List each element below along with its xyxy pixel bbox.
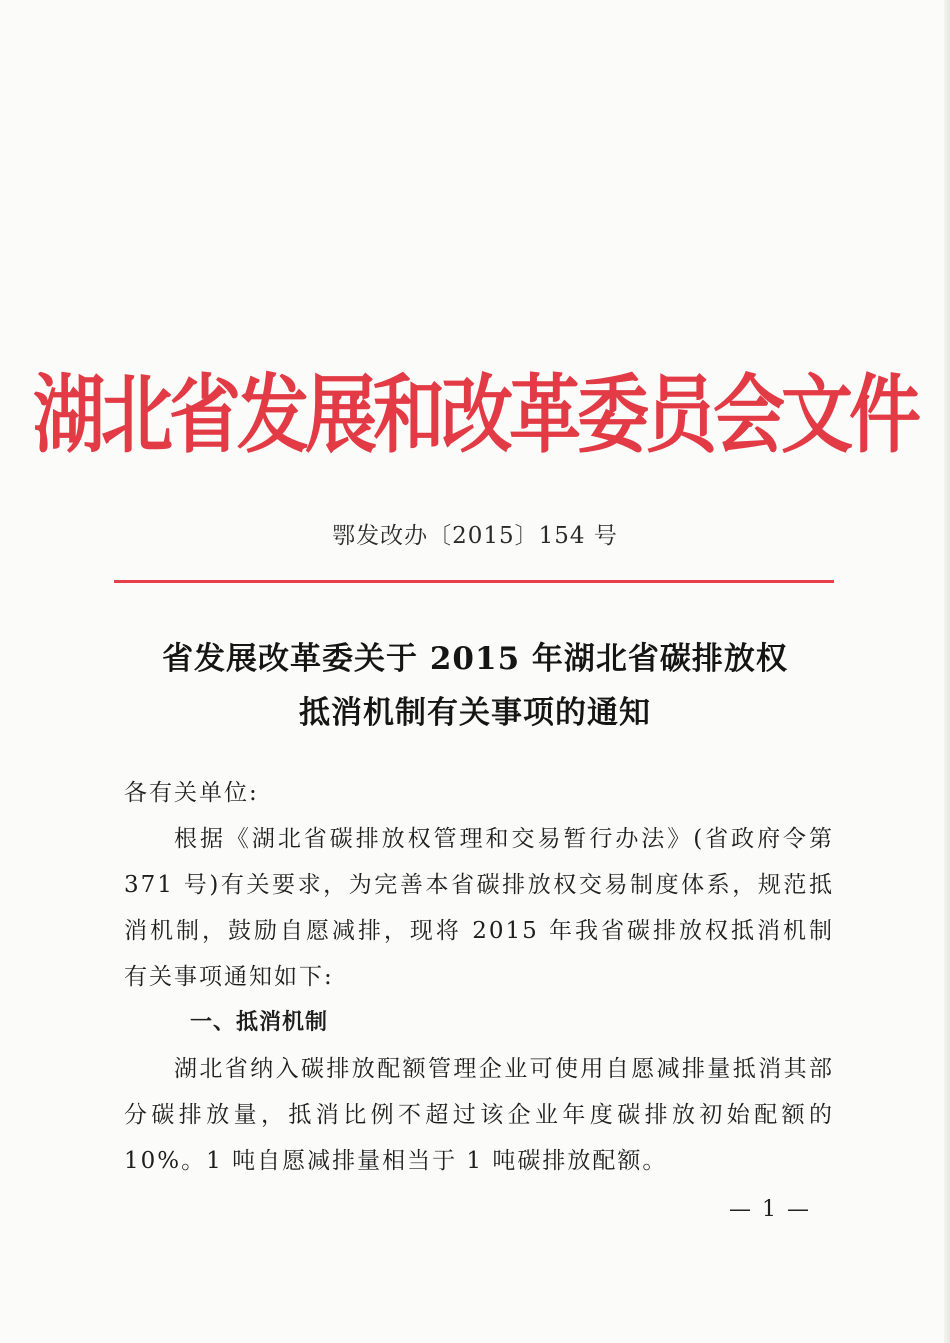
page-number: — 1 —	[729, 1197, 811, 1222]
issuing-authority-header: 湖北省发展和改革委员会文件	[32, 364, 917, 465]
body-paragraph-2: 湖北省纳入碳排放配额管理企业可使用自愿减排量抵消其部分碳排放量，抵消比例不超过该企业年度碳排放初始配额的 10%。1 吨自愿减排量相当于 1 吨碳排放配额。	[124, 1056, 834, 1174]
notice-title-line-2: 抵消机制有关事项的通知	[299, 695, 651, 731]
body-paragraph-1: 根据《湖北省碳排放权管理和交易暂行办法》(省政府令第 371 号)有关要求，为完善本省碳排放权交易制度体系，规范抵消机制，鼓励自愿减排，现将 2015 年我省碳排放权抵消机制有关事项通知如下:	[124, 826, 834, 990]
notice-title	[0, 632, 950, 740]
document-number: 鄂发改办〔2015〕154 号	[332, 523, 618, 549]
document-body	[124, 770, 834, 1184]
red-divider-line	[114, 580, 834, 583]
section-heading-1: 一、抵消机制	[190, 1010, 329, 1035]
notice-title-line-1: 省发展改革委关于 2015 年湖北省碳排放权	[162, 641, 788, 677]
salutation: 各有关单位:	[124, 780, 259, 806]
